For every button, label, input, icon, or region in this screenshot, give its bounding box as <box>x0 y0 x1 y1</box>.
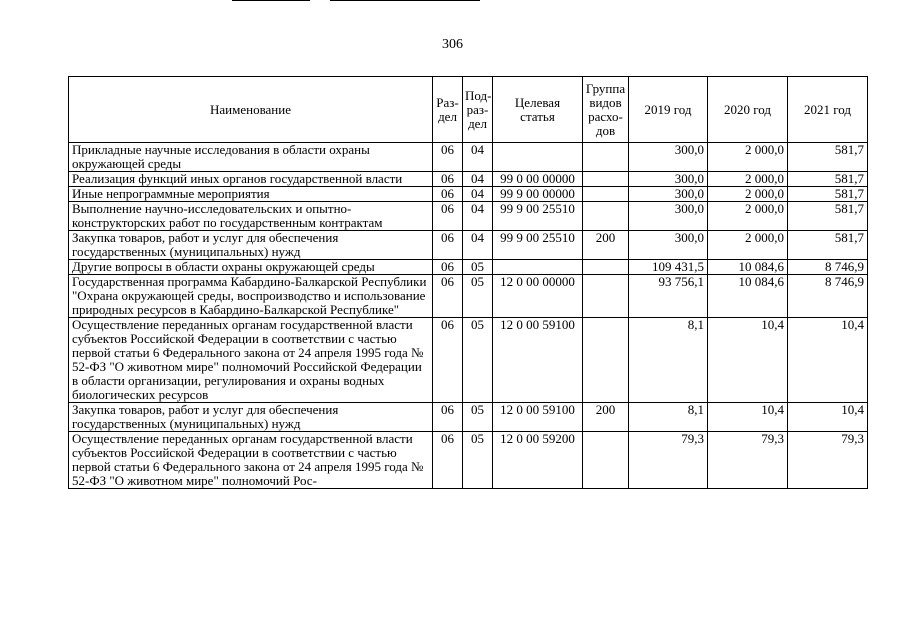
row-target-article: 12 0 00 59200 <box>493 432 583 489</box>
row-amount-2021: 10,4 <box>788 403 868 432</box>
header-year-2019: 2019 год <box>629 77 708 143</box>
table-row <box>69 231 868 260</box>
row-target-article: 99 9 00 25510 <box>493 231 583 260</box>
row-target-article: 99 0 00 00000 <box>493 172 583 187</box>
row-target-article: 99 9 00 25510 <box>493 202 583 231</box>
header-year-2021: 2021 год <box>788 77 868 143</box>
row-amount-2020: 2 000,0 <box>708 187 788 202</box>
row-expense-group: 200 <box>583 403 629 432</box>
table-row <box>69 318 868 403</box>
table-row <box>69 275 868 318</box>
row-expense-group <box>583 275 629 318</box>
row-section: 06 <box>433 318 463 403</box>
row-expense-group <box>583 202 629 231</box>
table-row <box>69 432 868 489</box>
row-name: Другие вопросы в области охраны окружающей среды <box>69 260 433 275</box>
row-expense-group: 200 <box>583 231 629 260</box>
row-amount-2019: 93 756,1 <box>629 275 708 318</box>
page-bottom-margin <box>0 566 905 640</box>
row-amount-2019: 300,0 <box>629 202 708 231</box>
row-subsection: 04 <box>463 187 493 202</box>
scan-artifact-line <box>232 0 310 1</box>
row-amount-2020: 2 000,0 <box>708 172 788 187</box>
row-amount-2019: 300,0 <box>629 143 708 172</box>
row-name: Осуществление переданных органам государственной власти субъектов Российской Федерации в соответствии с частью первой статьи 6 Федерального закона от 24 апреля 1995 года № 52-ФЗ "О животном мире" полномочий Российской Федерации в области организации, регулирования и охраны водных биологических ресурсов <box>69 318 433 403</box>
row-subsection: 05 <box>463 403 493 432</box>
row-section: 06 <box>433 432 463 489</box>
row-name: Государственная программа Кабардино-Балкарской Республики "Охрана окружающей среды, воспроизводство и использование природных ресурсов в Кабардино-Балкарской Республике" <box>69 275 433 318</box>
scan-artifact-line <box>330 0 480 1</box>
header-subsection: Под- раз- дел <box>463 77 493 143</box>
row-amount-2019: 79,3 <box>629 432 708 489</box>
row-target-article: 12 0 00 59100 <box>493 403 583 432</box>
budget-table <box>68 76 868 489</box>
table-row <box>69 187 868 202</box>
row-section: 06 <box>433 231 463 260</box>
header-year-2020: 2020 год <box>708 77 788 143</box>
row-subsection: 04 <box>463 231 493 260</box>
row-section: 06 <box>433 187 463 202</box>
table-row <box>69 172 868 187</box>
row-amount-2021: 79,3 <box>788 432 868 489</box>
row-name: Закупка товаров, работ и услуг для обеспечения государственных (муниципальных) нужд <box>69 231 433 260</box>
row-name: Прикладные научные исследования в области охраны окружающей среды <box>69 143 433 172</box>
row-target-article <box>493 143 583 172</box>
row-amount-2021: 581,7 <box>788 231 868 260</box>
row-expense-group <box>583 143 629 172</box>
row-name: Осуществление переданных органам государственной власти субъектов Российской Федерации в соответствии с частью первой статьи 6 Федерального закона от 24 апреля 1995 года № 52-ФЗ "О животном мире" полномочий Рос- <box>69 432 433 489</box>
row-subsection: 04 <box>463 143 493 172</box>
row-section: 06 <box>433 403 463 432</box>
row-expense-group <box>583 432 629 489</box>
row-amount-2020: 10,4 <box>708 318 788 403</box>
row-amount-2021: 581,7 <box>788 143 868 172</box>
row-amount-2019: 8,1 <box>629 403 708 432</box>
table-row <box>69 202 868 231</box>
row-subsection: 05 <box>463 432 493 489</box>
row-amount-2020: 2 000,0 <box>708 202 788 231</box>
row-expense-group <box>583 172 629 187</box>
row-section: 06 <box>433 143 463 172</box>
row-subsection: 05 <box>463 275 493 318</box>
row-amount-2020: 2 000,0 <box>708 143 788 172</box>
row-section: 06 <box>433 260 463 275</box>
row-subsection: 04 <box>463 202 493 231</box>
row-amount-2020: 10 084,6 <box>708 260 788 275</box>
table-header-row <box>69 77 868 143</box>
row-amount-2020: 79,3 <box>708 432 788 489</box>
row-name: Реализация функций иных органов государственной власти <box>69 172 433 187</box>
row-amount-2019: 300,0 <box>629 231 708 260</box>
table-row <box>69 403 868 432</box>
row-section: 06 <box>433 275 463 318</box>
row-amount-2020: 2 000,0 <box>708 231 788 260</box>
row-section: 06 <box>433 202 463 231</box>
table-body <box>69 143 868 489</box>
row-amount-2019: 300,0 <box>629 187 708 202</box>
row-amount-2021: 581,7 <box>788 202 868 231</box>
row-expense-group <box>583 260 629 275</box>
row-amount-2019: 8,1 <box>629 318 708 403</box>
row-amount-2021: 10,4 <box>788 318 868 403</box>
row-target-article <box>493 260 583 275</box>
row-subsection: 05 <box>463 260 493 275</box>
row-expense-group <box>583 187 629 202</box>
row-amount-2020: 10,4 <box>708 403 788 432</box>
row-name: Иные непрограммные мероприятия <box>69 187 433 202</box>
header-section: Раз- дел <box>433 77 463 143</box>
header-expense-group: Группа видов расхо- дов <box>583 77 629 143</box>
row-amount-2021: 581,7 <box>788 172 868 187</box>
row-amount-2021: 581,7 <box>788 187 868 202</box>
row-amount-2021: 8 746,9 <box>788 260 868 275</box>
header-name: Наименование <box>69 77 433 143</box>
row-amount-2019: 300,0 <box>629 172 708 187</box>
header-target-article: Целевая статья <box>493 77 583 143</box>
row-subsection: 05 <box>463 318 493 403</box>
row-subsection: 04 <box>463 172 493 187</box>
row-amount-2019: 109 431,5 <box>629 260 708 275</box>
row-target-article: 99 9 00 00000 <box>493 187 583 202</box>
row-name: Выполнение научно-исследовательских и опытно-конструкторских работ по государственным контрактам <box>69 202 433 231</box>
page-number: 306 <box>442 37 463 52</box>
row-section: 06 <box>433 172 463 187</box>
table-row <box>69 143 868 172</box>
table-row <box>69 260 868 275</box>
row-target-article: 12 0 00 59100 <box>493 318 583 403</box>
row-target-article: 12 0 00 00000 <box>493 275 583 318</box>
row-name: Закупка товаров, работ и услуг для обеспечения государственных (муниципальных) нужд <box>69 403 433 432</box>
row-amount-2021: 8 746,9 <box>788 275 868 318</box>
row-amount-2020: 10 084,6 <box>708 275 788 318</box>
row-expense-group <box>583 318 629 403</box>
